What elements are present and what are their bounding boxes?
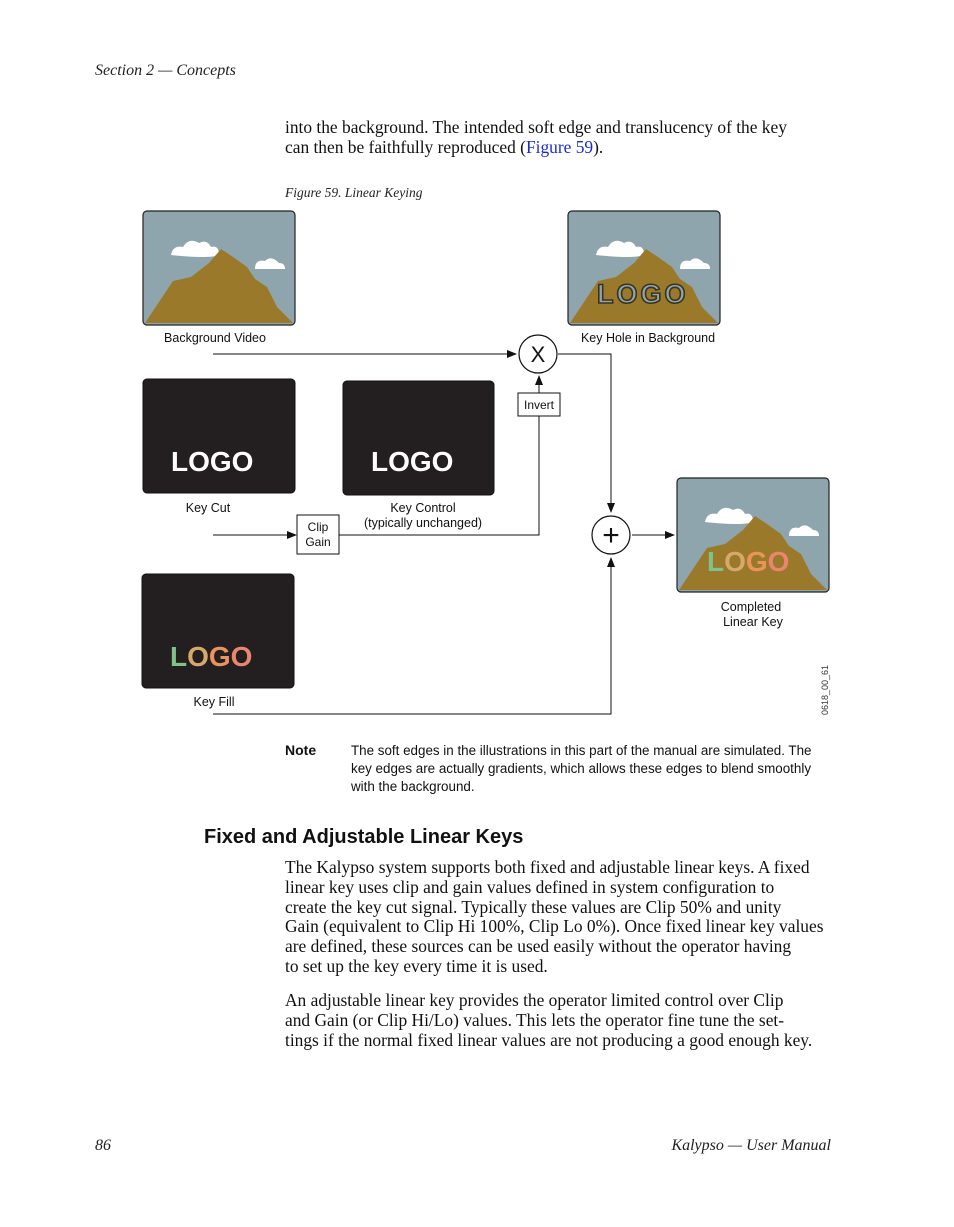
- label-key-cut: Key Cut: [185, 501, 231, 515]
- note-text: [351, 742, 821, 796]
- label-completed-2: Linear Key: [723, 615, 783, 629]
- label-key-control-1: Key Control: [390, 501, 456, 515]
- key-fill-logo-O: O: [187, 641, 209, 672]
- completed-logo-O2: O: [767, 546, 790, 577]
- key-cut-tile: [143, 379, 295, 493]
- label-background-video: Background Video: [164, 331, 266, 345]
- note-line: The soft edges in the illustrations in this part of the manual are simulated. The: [351, 743, 812, 758]
- note-label: Note: [285, 742, 317, 758]
- label-completed-1: Completed: [720, 600, 782, 614]
- background-video-tile: [143, 211, 295, 325]
- svg-text:LOGO: [170, 641, 252, 672]
- invert-label: Invert: [523, 398, 555, 412]
- figure-caption: Figure 59. Linear Keying: [285, 185, 423, 200]
- key-control-tile: [343, 381, 494, 495]
- completed-key-tile: [677, 478, 829, 592]
- paragraph-line: tings if the normal fixed linear values are not producing a good enough key.: [285, 1029, 813, 1050]
- section-paragraph-2: [285, 991, 835, 1050]
- multiply-to-add-line: [558, 354, 611, 512]
- note-line: with the background.: [351, 779, 475, 794]
- key-fill-logo-L: L: [170, 641, 188, 672]
- paragraph-line: Gain (equivalent to Clip Hi 100%, Clip Lo 0%). Once fixed linear key values: [285, 916, 824, 937]
- paragraph-line: The Kalypso system supports both fixed and adjustable linear keys. A fixed: [285, 857, 810, 877]
- paragraph-line: An adjustable linear key provides the operator limited control over Clip: [285, 990, 784, 1010]
- key-fill-tile: [142, 574, 294, 688]
- clip-label: Clip: [307, 520, 329, 534]
- figure-59-link[interactable]: Figure 59: [525, 136, 594, 157]
- paragraph-line: to set up the key every time it is used.: [285, 955, 548, 976]
- note-line: key edges are actually gradients, which allows these edges to blend smoothly: [351, 761, 812, 776]
- running-footer: Kalypso — User Manual: [671, 1137, 831, 1154]
- intro-line-1: into the background. The intended soft edge and translucency of the key: [285, 117, 787, 137]
- key-fill-logo-O2: O: [230, 641, 253, 672]
- key-cut-logo: LOGO: [171, 446, 254, 477]
- paragraph-line: and Gain (or Clip Hi/Lo) values. This lets the operator fine tune the set-: [285, 1009, 785, 1030]
- paragraph-line: linear key uses clip and gain values defined in system configuration to: [285, 876, 775, 897]
- gain-label: Gain: [305, 535, 331, 549]
- paragraph-line: are defined, these sources can be used easily without the operator having: [285, 936, 792, 957]
- key-hole-logo: LOGO: [597, 279, 689, 309]
- multiply-symbol: X: [530, 342, 546, 367]
- running-header: Section 2 — Concepts: [95, 62, 236, 79]
- svg-text:LOGO: [707, 546, 789, 577]
- section-paragraph-1: [285, 858, 835, 977]
- key-control-logo: LOGO: [371, 446, 454, 477]
- label-key-fill: Key Fill: [193, 695, 235, 709]
- completed-logo-L: L: [707, 546, 725, 577]
- key-fill-logo-G: G: [208, 641, 231, 672]
- clip-gain-box: [297, 515, 339, 554]
- add-symbol: +: [602, 519, 620, 552]
- invert-box: [518, 393, 560, 416]
- completed-logo-O: O: [724, 546, 746, 577]
- figure-id-code: 0618_00_61: [820, 664, 830, 715]
- intro-line-2: can then be faithfully reproduced (Figure 59).: [285, 136, 604, 157]
- label-key-hole: Key Hole in Background: [580, 331, 716, 345]
- key-hole-tile: [568, 211, 720, 325]
- completed-logo-G: G: [745, 546, 768, 577]
- multiply-node: [519, 335, 557, 373]
- section-heading: Fixed and Adjustable Linear Keys: [204, 826, 524, 848]
- page-number: 86: [95, 1137, 111, 1154]
- label-key-control-2: (typically unchanged): [363, 516, 483, 530]
- add-node: [592, 516, 630, 554]
- paragraph-line: create the key cut signal. Typically these values are Clip 50% and unity: [285, 896, 782, 917]
